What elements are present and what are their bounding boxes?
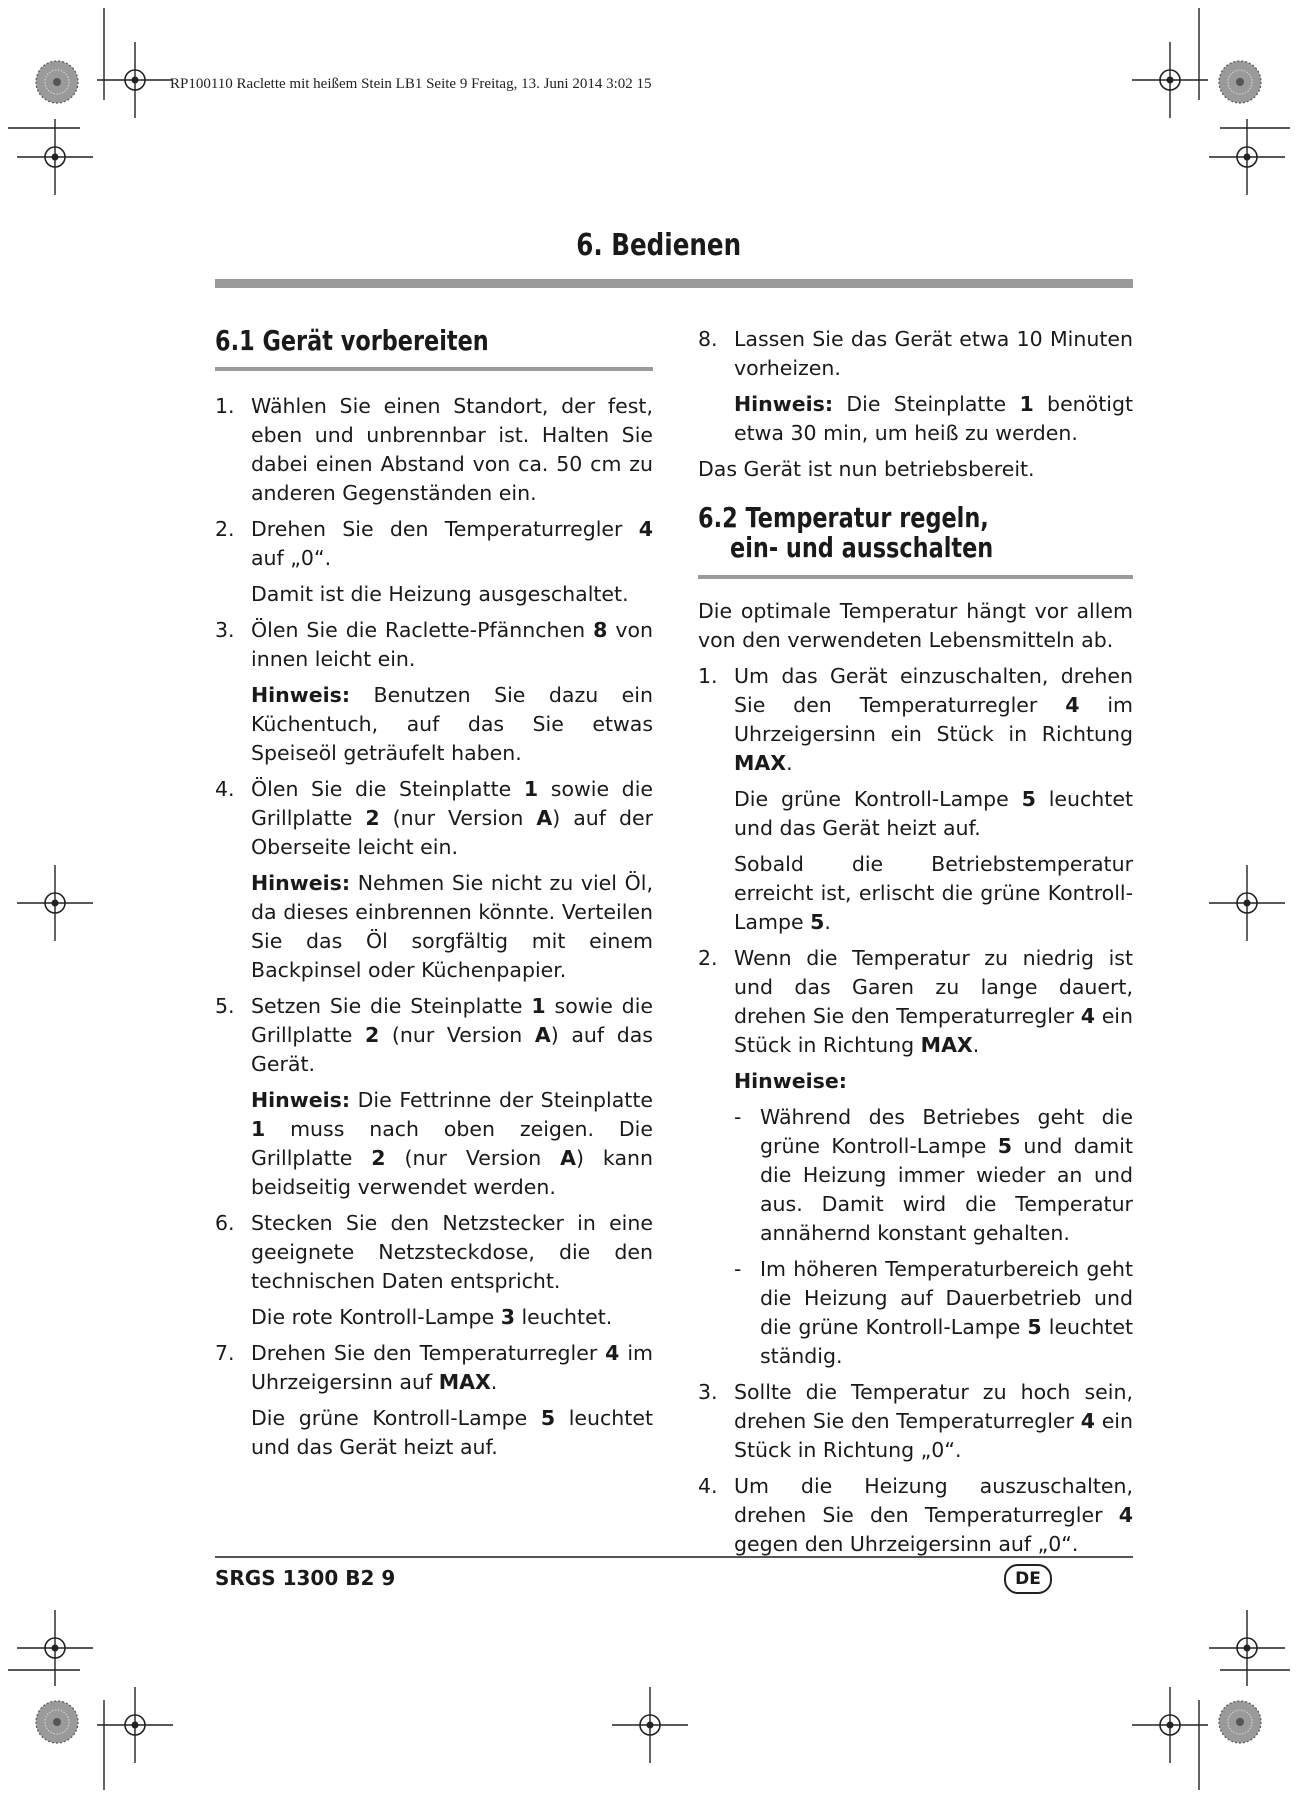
star-mark-icon xyxy=(36,1701,78,1743)
list-item: 4. Ölen Sie die Steinplatte 1 sowie die Grillplatte 2 (nur Version A) auf der Oberseite leicht ein. Hinweis: Nehmen Sie nicht zu viel Öl, da dieses einbrennen könnte. Verteilen Sie das Öl sorgfältig mit einem Backpinsel oder Küchenpapier. xyxy=(215,775,653,985)
list-item: 2. Wenn die Temperatur zu niedrig ist und das Garen zu lange dauert, drehen Sie den Temperaturregler 4 ein Stück in Richtung MAX. Hinweise: - Während des Betriebes geht die grüne Kontroll-Lampe 5 und damit die Heizung immer wieder an und aus. Damit wird die Temperatur annähernd konstant gehalten. - Im höheren Temperaturbereich geht die Heizung auf Dauerbetrieb und die grüne Kontroll-Lampe 5 leuchtet ständig. xyxy=(698,944,1133,1371)
list-item: 3. Ölen Sie die Raclette-Pfännchen 8 von innen leicht ein. Hinweis: Benutzen Sie dazu ein Küchentuch, auf das Sie etwas Speiseöl geträufelt haben. xyxy=(215,616,653,768)
list-item: 6. Stecken Sie den Netzstecker in eine geeignete Netzsteckdose, die den technischen Daten entspricht. Die rote Kontroll-Lampe 3 leuchtet. xyxy=(215,1211,653,1329)
language-badge: DE xyxy=(1004,1564,1052,1594)
star-mark-icon xyxy=(1219,61,1261,103)
section-rule xyxy=(215,367,653,371)
hints-title: Hinweise: xyxy=(734,1069,847,1093)
section-title-6-2: 6.2 Temperatur regeln, ein- und ausschalten xyxy=(698,501,994,564)
hint-note: Hinweis: Die Fettrinne der Steinplatte 1 muss nach oben zeigen. Die Grillplatte 2 (nur Version A) kann beidseitig verwendet werden. xyxy=(251,1088,653,1199)
crosshair-mark-icon xyxy=(17,1610,93,1686)
list-item: 2. Drehen Sie den Temperaturregler 4 auf „0“. Damit ist die Heizung ausgeschaltet. xyxy=(215,517,653,606)
crosshair-mark-icon xyxy=(17,865,93,941)
list-item: 1. Um das Gerät einzuschalten, drehen Sie den Temperaturregler 4 im Uhrzeigersinn ein Stück in Richtung MAX. Die grüne Kontroll-Lampe 5 leuchtet und das Gerät heizt auf. Sobald die Betriebstemperatur erreicht ist, erlischt die grüne Kontroll-Lampe 5. xyxy=(698,664,1133,934)
dash-item: - Während des Betriebes geht die grüne Kontroll-Lampe 5 und damit die Heizung immer wieder an und aus. Damit wird die Temperatur annähernd konstant gehalten. xyxy=(734,1105,1133,1245)
list-item: 1. Wählen Sie einen Standort, der fest, eben und unbrennbar ist. Halten Sie dabei einen Abstand von ca. 50 cm zu anderen Gegenständen ein. xyxy=(215,394,653,505)
crosshair-mark-icon xyxy=(1209,865,1285,941)
right-column xyxy=(698,325,1133,491)
section-title-6-1: 6.1 Gerät vorbereiten xyxy=(215,324,489,357)
list-item: 5. Setzen Sie die Steinplatte 1 sowie die Grillplatte 2 (nur Version A) auf das Gerät. Hinweis: Die Fettrinne der Steinplatte 1 muss nach oben zeigen. Die Grillplatte 2 (nur Version A) kann beidseitig verwendet werden. xyxy=(215,992,653,1202)
list-item: 8. Lassen Sie das Gerät etwa 10 Minuten vorheizen. Hinweis: Die Steinplatte 1 benötigt etwa 30 min, um heiß zu werden. xyxy=(698,325,1133,448)
list-item: 7. Drehen Sie den Temperaturregler 4 im Uhrzeigersinn auf MAX. Die grüne Kontroll-Lampe 5 leuchtet und das Gerät heizt auf. xyxy=(215,1341,653,1459)
crosshair-mark-icon xyxy=(1209,1610,1285,1686)
footer-model-page: SRGS 1300 B2 9 xyxy=(215,1566,396,1590)
footer-rule xyxy=(215,1556,1133,1558)
hint-note: Hinweis: Nehmen Sie nicht zu viel Öl, da dieses einbrennen könnte. Verteilen Sie das Öl sorgfältig mit einem Backpinsel oder Küchenpapier. xyxy=(251,871,653,982)
chapter-rule xyxy=(215,279,1133,288)
print-slug: RP100110 Raclette mit heißem Stein LB1 Seite 9 Freitag, 13. Juni 2014 3:02 15 xyxy=(170,76,652,92)
list-item: 3. Sollte die Temperatur zu hoch sein, drehen Sie den Temperaturregler 4 ein Stück in Richtung „0“. xyxy=(698,1380,1133,1462)
crosshair-mark-icon xyxy=(1209,119,1285,195)
hint-note: Hinweis: Die Steinplatte 1 benötigt etwa 30 min, um heiß zu werden. xyxy=(734,392,1133,445)
left-column xyxy=(215,392,653,1469)
star-mark-icon xyxy=(1219,1701,1261,1743)
section-rule xyxy=(698,575,1133,579)
crosshair-mark-icon xyxy=(97,42,173,118)
crosshair-mark-icon xyxy=(1132,1687,1208,1763)
ready-text: Das Gerät ist nun betriebsbereit. xyxy=(698,457,1035,481)
crosshair-mark-icon xyxy=(1132,42,1208,118)
intro-text: Die optimale Temperatur hängt vor allem von den verwendeten Lebensmitteln ab. xyxy=(698,599,1133,652)
right-column-section-2 xyxy=(698,597,1133,1566)
crosshair-mark-icon xyxy=(97,1687,173,1763)
dash-item: - Im höheren Temperaturbereich geht die Heizung auf Dauerbetrieb und die grüne Kontroll-Lampe 5 leuchtet ständig. xyxy=(734,1257,1133,1368)
hint-note: Hinweis: Benutzen Sie dazu ein Küchentuch, auf das Sie etwas Speiseöl geträufelt haben. xyxy=(251,683,653,765)
chapter-title: 6. Bedienen xyxy=(576,228,742,263)
list-item: 4. Um die Heizung auszuschalten, drehen Sie den Temperaturregler 4 gegen den Uhrzeigersinn auf „0“. xyxy=(698,1474,1133,1556)
crosshair-mark-icon xyxy=(17,119,93,195)
star-mark-icon xyxy=(36,61,78,103)
crosshair-mark-icon xyxy=(612,1687,688,1763)
